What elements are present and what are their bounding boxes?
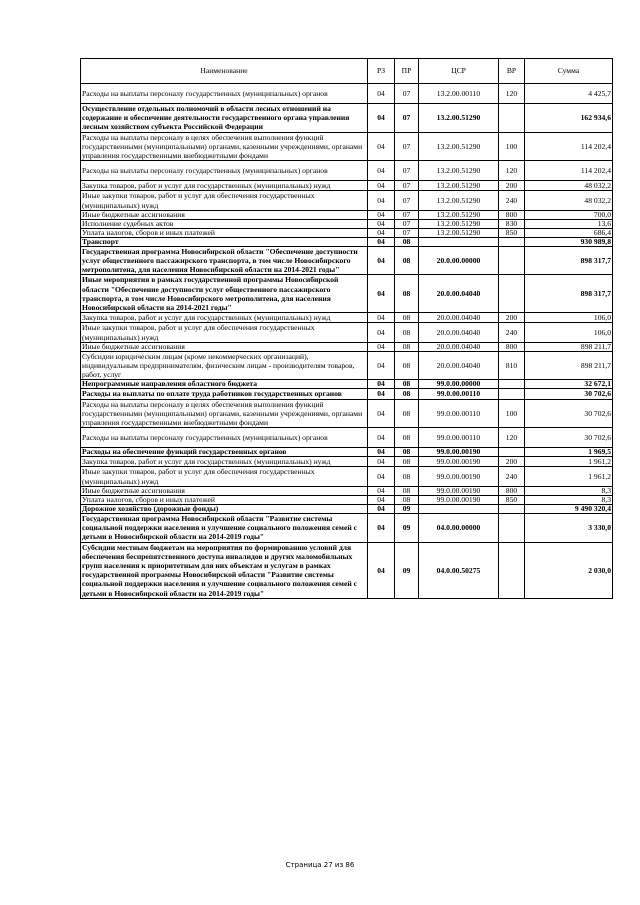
cell-name: Субсидии юридическим лицам (кроме некоммерческих организаций), индивидуальным предпринимателям, физическим лицам - производителям товаров, работ, услуг bbox=[81, 351, 368, 380]
cell-vr bbox=[499, 389, 525, 399]
cell-name: Иные закупки товаров, работ и услуг для обеспечения государственных (муниципальных) нужд bbox=[81, 323, 368, 342]
cell-vr bbox=[499, 504, 525, 513]
cell-name: Уплата налогов, сборов и иных платежей bbox=[81, 495, 368, 504]
cell-csr: 13.2.00.51290 bbox=[419, 228, 499, 237]
cell-csr: 13.2.00.00110 bbox=[419, 84, 499, 104]
cell-name: Уплата налогов, сборов и иных платежей bbox=[81, 228, 368, 237]
cell-name: Расходы на выплаты персоналу в целях обеспечения выполнения функций государственными (муниципальными) органами, казенными учреждениями, органами управления государственными внебюджетными фондами bbox=[81, 132, 368, 161]
cell-sum: 1 961,2 bbox=[525, 467, 613, 486]
cell-rz: 04 bbox=[368, 84, 395, 104]
cell-name: Государственная программа Новосибирской области "Обеспечение доступности услуг общественного пассажирского транспорта, в том числе Новосибирского метрополитена, для населения Новосибирской области на 2014-2021 годы" bbox=[81, 246, 368, 275]
table-row bbox=[81, 313, 613, 323]
cell-rz: 04 bbox=[368, 210, 395, 219]
cell-csr: 99.0.00.00190 bbox=[419, 457, 499, 467]
budget-table bbox=[80, 58, 613, 599]
table-row bbox=[81, 181, 613, 191]
cell-vr: 850 bbox=[499, 228, 525, 237]
cell-csr bbox=[419, 504, 499, 513]
cell-sum: 30 702,6 bbox=[525, 428, 613, 448]
cell-pr: 07 bbox=[395, 191, 419, 210]
table-row bbox=[81, 504, 613, 513]
cell-sum: 13,6 bbox=[525, 219, 613, 228]
cell-vr: 120 bbox=[499, 84, 525, 104]
cell-pr: 07 bbox=[395, 84, 419, 104]
cell-sum: 898 211,7 bbox=[525, 351, 613, 380]
cell-vr: 100 bbox=[499, 399, 525, 428]
table-row bbox=[81, 84, 613, 104]
cell-sum: 898 211,7 bbox=[525, 342, 613, 351]
cell-csr: 99.0.00.00190 bbox=[419, 486, 499, 495]
cell-vr: 200 bbox=[499, 181, 525, 191]
table-row bbox=[81, 132, 613, 161]
cell-name: Иные мероприятия в рамках государственной программы Новосибирской области "Обеспечение доступности услуг общественного пассажирского транспорта, в том числе Новосибирского метрополитена, для населения Новосибирской области на 2014-2021 годы" bbox=[81, 275, 368, 313]
cell-sum: 48 032,2 bbox=[525, 191, 613, 210]
cell-sum: 2 030,0 bbox=[525, 542, 613, 598]
cell-sum: 3 330,0 bbox=[525, 513, 613, 542]
cell-csr: 99.0.00.00190 bbox=[419, 495, 499, 504]
cell-vr bbox=[499, 237, 525, 246]
cell-rz: 04 bbox=[368, 467, 395, 486]
header-name: Наименование bbox=[81, 59, 368, 84]
table-row bbox=[81, 323, 613, 342]
header-vr: ВР bbox=[499, 59, 525, 84]
cell-name: Исполнение судебных актов bbox=[81, 219, 368, 228]
cell-vr: 200 bbox=[499, 313, 525, 323]
cell-vr: 830 bbox=[499, 219, 525, 228]
cell-sum: 114 202,4 bbox=[525, 161, 613, 181]
cell-rz: 04 bbox=[368, 495, 395, 504]
cell-pr: 07 bbox=[395, 104, 419, 133]
cell-name: Расходы на выплаты по оплате труда работников государственных органов bbox=[81, 389, 368, 399]
cell-vr: 800 bbox=[499, 210, 525, 219]
cell-pr: 08 bbox=[395, 313, 419, 323]
table-row bbox=[81, 457, 613, 467]
cell-csr: 99.0.00.00190 bbox=[419, 467, 499, 486]
cell-vr bbox=[499, 104, 525, 133]
table-row bbox=[81, 275, 613, 313]
header-pr: ПР bbox=[395, 59, 419, 84]
table-row bbox=[81, 210, 613, 219]
cell-vr bbox=[499, 448, 525, 457]
cell-pr: 08 bbox=[395, 246, 419, 275]
cell-sum: 898 317,7 bbox=[525, 275, 613, 313]
cell-csr: 13.2.00.51290 bbox=[419, 219, 499, 228]
cell-name: Расходы на обеспечение функций государственных органов bbox=[81, 448, 368, 457]
cell-vr: 240 bbox=[499, 323, 525, 342]
cell-rz: 04 bbox=[368, 513, 395, 542]
cell-pr: 07 bbox=[395, 132, 419, 161]
cell-pr: 08 bbox=[395, 457, 419, 467]
cell-sum: 106,0 bbox=[525, 313, 613, 323]
cell-csr: 13.2.00.51290 bbox=[419, 191, 499, 210]
cell-csr: 99.0.00.00110 bbox=[419, 399, 499, 428]
cell-rz: 04 bbox=[368, 237, 395, 246]
cell-name: Закупка товаров, работ и услуг для государственных (муниципальных) нужд bbox=[81, 181, 368, 191]
cell-name: Осуществление отдельных полномочий в области лесных отношений на содержание и обеспечение деятельности государственного органа управления лесным хозяйством субъекта Российской Федерации bbox=[81, 104, 368, 133]
cell-name: Непрограммные направления областного бюджета bbox=[81, 380, 368, 389]
cell-name: Закупка товаров, работ и услуг для государственных (муниципальных) нужд bbox=[81, 313, 368, 323]
cell-rz: 04 bbox=[368, 542, 395, 598]
cell-sum: 9 490 320,4 bbox=[525, 504, 613, 513]
cell-sum: 1 969,5 bbox=[525, 448, 613, 457]
cell-name: Иные закупки товаров, работ и услуг для обеспечения государственных (муниципальных) нужд bbox=[81, 467, 368, 486]
cell-name: Расходы на выплаты персоналу государственных (муниципальных) органов bbox=[81, 161, 368, 181]
cell-csr: 99.0.00.00110 bbox=[419, 428, 499, 448]
cell-name: Иные бюджетные ассигнования bbox=[81, 486, 368, 495]
cell-vr: 240 bbox=[499, 191, 525, 210]
cell-rz: 04 bbox=[368, 161, 395, 181]
cell-sum: 1 961,2 bbox=[525, 457, 613, 467]
cell-pr: 08 bbox=[395, 486, 419, 495]
table-row bbox=[81, 399, 613, 428]
cell-name: Расходы на выплаты персоналу государственных (муниципальных) органов bbox=[81, 428, 368, 448]
cell-sum: 686,4 bbox=[525, 228, 613, 237]
cell-pr: 08 bbox=[395, 428, 419, 448]
cell-name: Иные бюджетные ассигнования bbox=[81, 210, 368, 219]
cell-sum: 8,3 bbox=[525, 495, 613, 504]
cell-pr: 07 bbox=[395, 228, 419, 237]
cell-pr: 08 bbox=[395, 342, 419, 351]
cell-rz: 04 bbox=[368, 389, 395, 399]
cell-pr: 08 bbox=[395, 448, 419, 457]
cell-pr: 08 bbox=[395, 399, 419, 428]
cell-name: Закупка товаров, работ и услуг для государственных (муниципальных) нужд bbox=[81, 457, 368, 467]
page-number: Страница 27 из 86 bbox=[285, 861, 355, 869]
cell-csr: 13.2.00.51290 bbox=[419, 181, 499, 191]
table-row bbox=[81, 448, 613, 457]
cell-sum: 930 989,8 bbox=[525, 237, 613, 246]
cell-pr: 07 bbox=[395, 181, 419, 191]
cell-csr: 20.0.00.04040 bbox=[419, 351, 499, 380]
cell-rz: 04 bbox=[368, 219, 395, 228]
cell-pr: 09 bbox=[395, 513, 419, 542]
cell-vr: 810 bbox=[499, 351, 525, 380]
table-row bbox=[81, 237, 613, 246]
cell-rz: 04 bbox=[368, 104, 395, 133]
cell-sum: 700,0 bbox=[525, 210, 613, 219]
cell-sum: 30 702,6 bbox=[525, 389, 613, 399]
header-rz: РЗ bbox=[368, 59, 395, 84]
cell-sum: 898 317,7 bbox=[525, 246, 613, 275]
cell-vr bbox=[499, 542, 525, 598]
table-row bbox=[81, 428, 613, 448]
cell-sum: 32 672,1 bbox=[525, 380, 613, 389]
table-row bbox=[81, 191, 613, 210]
cell-csr: 04.0.00.50275 bbox=[419, 542, 499, 598]
cell-vr bbox=[499, 513, 525, 542]
cell-rz: 04 bbox=[368, 486, 395, 495]
table-row bbox=[81, 351, 613, 380]
table-row bbox=[81, 246, 613, 275]
cell-rz: 04 bbox=[368, 181, 395, 191]
table-row bbox=[81, 467, 613, 486]
cell-csr: 13.2.00.51290 bbox=[419, 210, 499, 219]
cell-sum: 106,0 bbox=[525, 323, 613, 342]
cell-csr: 20.0.00.00000 bbox=[419, 246, 499, 275]
cell-rz: 04 bbox=[368, 191, 395, 210]
table-row bbox=[81, 513, 613, 542]
table-row bbox=[81, 219, 613, 228]
cell-sum: 4 425,7 bbox=[525, 84, 613, 104]
cell-rz: 04 bbox=[368, 132, 395, 161]
table-row bbox=[81, 228, 613, 237]
cell-rz: 04 bbox=[368, 342, 395, 351]
cell-vr: 800 bbox=[499, 486, 525, 495]
table-row bbox=[81, 104, 613, 133]
cell-pr: 08 bbox=[395, 351, 419, 380]
cell-vr: 240 bbox=[499, 467, 525, 486]
cell-name: Субсидии местным бюджетам на мероприятия по формированию условий для обеспечения беспрепятственного доступа инвалидов и других маломобильных групп населения к приоритетным для них объектам и услугам в рамках государственной программы Новосибирской области "Развитие системы социальной поддержки населения и улучшение социального положения семей с детьми в Новосибирской области на 2014-2019 годы" bbox=[81, 542, 368, 598]
cell-name: Расходы на выплаты персоналу в целях обеспечения выполнения функций государственными (муниципальными) органами, казенными учреждениями, органами управления государственными внебюджетными фондами bbox=[81, 399, 368, 428]
cell-rz: 04 bbox=[368, 448, 395, 457]
cell-rz: 04 bbox=[368, 323, 395, 342]
cell-vr: 120 bbox=[499, 161, 525, 181]
header-csr: ЦСР bbox=[419, 59, 499, 84]
cell-rz: 04 bbox=[368, 380, 395, 389]
cell-csr: 13.2.00.51290 bbox=[419, 161, 499, 181]
table-row bbox=[81, 380, 613, 389]
cell-sum: 162 934,6 bbox=[525, 104, 613, 133]
cell-vr: 800 bbox=[499, 342, 525, 351]
cell-pr: 07 bbox=[395, 210, 419, 219]
cell-csr: 20.0.00.04040 bbox=[419, 275, 499, 313]
cell-name: Иные бюджетные ассигнования bbox=[81, 342, 368, 351]
cell-rz: 04 bbox=[368, 399, 395, 428]
cell-csr: 99.0.00.00000 bbox=[419, 380, 499, 389]
cell-vr: 200 bbox=[499, 457, 525, 467]
cell-name: Расходы на выплаты персоналу государственных (муниципальных) органов bbox=[81, 84, 368, 104]
cell-csr: 13.2.00.51290 bbox=[419, 104, 499, 133]
cell-sum: 8,3 bbox=[525, 486, 613, 495]
cell-vr: 100 bbox=[499, 132, 525, 161]
cell-csr: 99.0.00.00110 bbox=[419, 389, 499, 399]
cell-name: Государственная программа Новосибирской области "Развитие системы социальной поддержки населения и улучшение социального положения семей с детьми в Новосибирской области на 2014-2019 годы" bbox=[81, 513, 368, 542]
table-row bbox=[81, 342, 613, 351]
table-row bbox=[81, 542, 613, 598]
cell-sum: 48 032,2 bbox=[525, 181, 613, 191]
cell-csr: 13.2.00.51290 bbox=[419, 132, 499, 161]
cell-pr: 09 bbox=[395, 542, 419, 598]
cell-pr: 08 bbox=[395, 467, 419, 486]
cell-name: Транспорт bbox=[81, 237, 368, 246]
cell-csr: 20.0.00.04040 bbox=[419, 323, 499, 342]
table-header-row bbox=[81, 59, 613, 84]
cell-vr: 850 bbox=[499, 495, 525, 504]
cell-rz: 04 bbox=[368, 246, 395, 275]
cell-csr: 20.0.00.04040 bbox=[419, 313, 499, 323]
cell-pr: 09 bbox=[395, 504, 419, 513]
cell-rz: 04 bbox=[368, 313, 395, 323]
cell-csr bbox=[419, 237, 499, 246]
cell-pr: 07 bbox=[395, 219, 419, 228]
cell-pr: 07 bbox=[395, 161, 419, 181]
cell-rz: 04 bbox=[368, 228, 395, 237]
cell-sum: 30 702,6 bbox=[525, 399, 613, 428]
cell-name: Иные закупки товаров, работ и услуг для обеспечения государственных (муниципальных) нужд bbox=[81, 191, 368, 210]
cell-vr bbox=[499, 380, 525, 389]
cell-rz: 04 bbox=[368, 457, 395, 467]
table-row bbox=[81, 389, 613, 399]
cell-pr: 08 bbox=[395, 380, 419, 389]
cell-pr: 08 bbox=[395, 389, 419, 399]
cell-vr: 120 bbox=[499, 428, 525, 448]
cell-name: Дорожное хозяйство (дорожные фонды) bbox=[81, 504, 368, 513]
cell-pr: 08 bbox=[395, 323, 419, 342]
cell-rz: 04 bbox=[368, 504, 395, 513]
cell-pr: 08 bbox=[395, 237, 419, 246]
cell-vr bbox=[499, 275, 525, 313]
cell-pr: 08 bbox=[395, 495, 419, 504]
cell-csr: 99.0.00.00190 bbox=[419, 448, 499, 457]
cell-rz: 04 bbox=[368, 428, 395, 448]
table-row bbox=[81, 161, 613, 181]
cell-rz: 04 bbox=[368, 351, 395, 380]
cell-csr: 20.0.00.04040 bbox=[419, 342, 499, 351]
cell-rz: 04 bbox=[368, 275, 395, 313]
header-sum: Сумма bbox=[525, 59, 613, 84]
cell-vr bbox=[499, 246, 525, 275]
cell-csr: 04.0.00.00000 bbox=[419, 513, 499, 542]
cell-pr: 08 bbox=[395, 275, 419, 313]
cell-sum: 114 202,4 bbox=[525, 132, 613, 161]
